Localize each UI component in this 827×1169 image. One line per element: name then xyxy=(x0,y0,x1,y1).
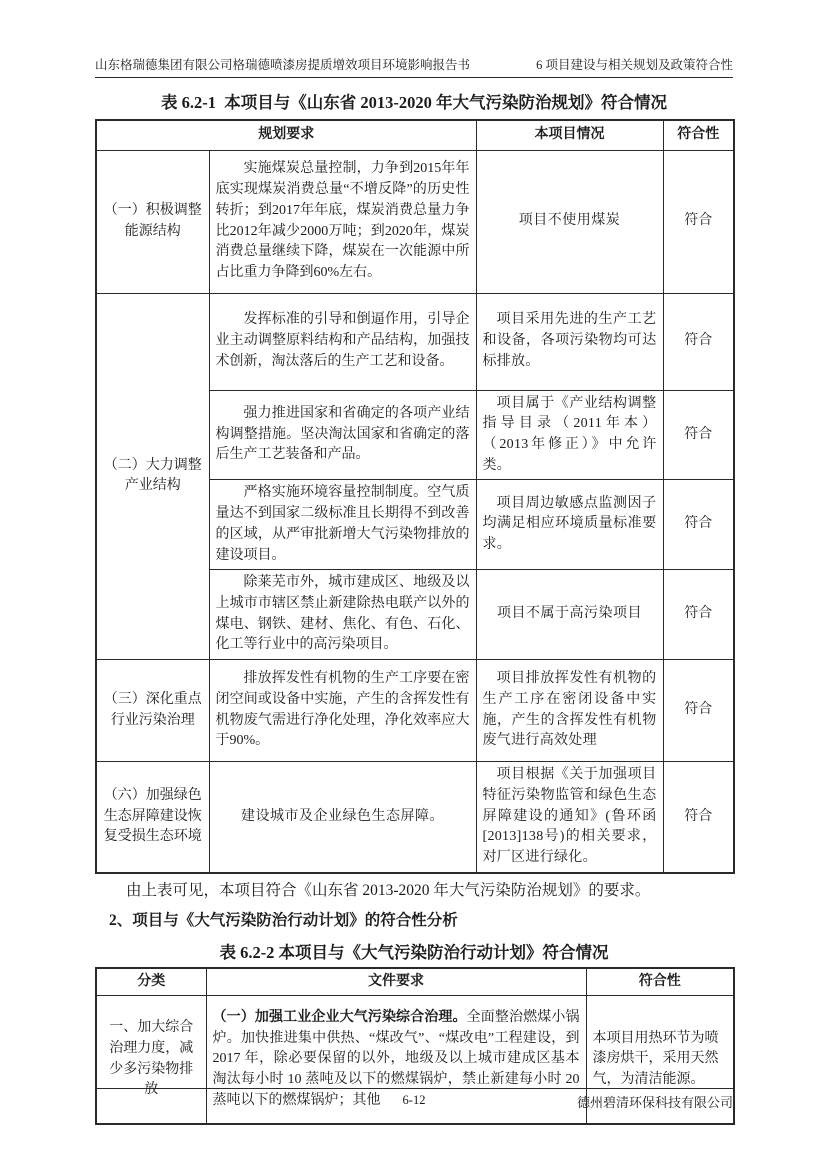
footer-company: 德州碧清环保科技有限公司 xyxy=(576,1095,733,1110)
header-chapter-title: 6 项目建设与相关规划及政策符合性 xyxy=(536,58,733,72)
project-cell xyxy=(476,293,663,390)
section-2-heading: 2、项目与《大气污染防治行动计划》的符合性分析 xyxy=(109,911,458,929)
project-text: 项目根据《关于加强项目特征污染物监管和绿色生态屏障建设的通知》(鲁环函[2013]138号)的相关要求，对厂区进行绿化。 xyxy=(482,767,657,865)
conformity-cell: 符合 xyxy=(663,762,734,873)
column-header-project: 本项目情况 xyxy=(476,120,663,150)
table-row xyxy=(96,660,734,762)
requirement-text: 强力推进国家和省确定的各项产业结构调整措施。坚决淘汰国家和省确定的落后生产工艺装备和产品。 xyxy=(215,405,470,463)
table-row xyxy=(96,968,734,996)
conformity-cell: 符合 xyxy=(663,390,734,480)
column-header-conformity: 符合性 xyxy=(586,968,734,996)
requirement-cell xyxy=(209,660,476,762)
project-cell xyxy=(476,150,663,293)
requirement-bold-lead: （一）加强工业企业大气污染综合治理。 xyxy=(212,1009,467,1025)
conformity-cell: 本项目用热环节为喷漆房烘干，采用天然气，为清洁能源。 xyxy=(586,996,734,1124)
table-row xyxy=(96,762,734,873)
column-header-conformity: 符合性 xyxy=(663,120,734,150)
column-header-requirement: 规划要求 xyxy=(96,120,476,150)
table-6-2-1 xyxy=(95,119,735,874)
requirement-cell xyxy=(209,390,476,480)
category-cell: （一）积极调整能源结构 xyxy=(96,150,209,293)
project-cell xyxy=(476,660,663,762)
requirement-text: 排放挥发性有机物的生产工序要在密闭空间或设备中实施，产生的含挥发性有机物废气需进行净化处理，净化效率应大于90%。 xyxy=(215,671,470,749)
column-header-requirement: 文件要求 xyxy=(206,968,586,996)
requirement-body: 全面整治燃煤小锅炉。加快推进集中供热、“煤改气”、“煤改电”工程建设，到 2017 年，除必要保留的以外，地级及以上城市建成区基本淘汰每小时 10 蒸吨及以下的燃煤锅炉，禁止新建每小时 20 蒸吨以下的燃煤锅炉；其他 xyxy=(212,1009,580,1108)
requirement-cell xyxy=(209,293,476,390)
table-row xyxy=(96,120,734,150)
project-text: 项目采用先进的生产工艺和设备，各项污染物均可达标排放。 xyxy=(482,312,657,369)
conformity-cell: 符合 xyxy=(663,150,734,293)
table-6-2-1-title: 表 6.2-1 本项目与《山东省 2013-2020 年大气污染防治规划》符合情况 xyxy=(161,93,667,112)
project-text: 项目排放挥发性有机物的生产工序在密闭设备中实施，产生的含挥发性有机物废气进行高效处理 xyxy=(482,671,657,749)
requirement-cell xyxy=(209,762,476,873)
conformity-cell: 符合 xyxy=(663,660,734,762)
summary-paragraph: 由上表可见，本项目符合《山东省 2013-2020 年大气污染防治规划》的要求。 xyxy=(126,881,651,899)
requirement-text: 建设城市及企业绿色生态屏障。 xyxy=(241,808,444,824)
conformity-cell: 符合 xyxy=(663,293,734,390)
table-row xyxy=(96,150,734,293)
project-text: 项目周边敏感点监测因子均满足相应环境质量标准要求。 xyxy=(482,495,657,553)
page-footer xyxy=(95,1088,733,1113)
conformity-cell: 符合 xyxy=(663,570,734,660)
project-cell xyxy=(476,762,663,873)
requirement-cell xyxy=(209,480,476,570)
requirement-cell xyxy=(209,570,476,660)
table-6-2-2-title: 表 6.2-2 本项目与《大气污染防治行动计划》符合情况 xyxy=(219,942,609,962)
requirement-text: 严格实施环境容量控制制度。空气质量达不到国家二级标准且长期得不到改善的区域，从严审批新增大气污染物排放的建设项目。 xyxy=(215,485,470,563)
column-header-category: 分类 xyxy=(96,968,206,996)
requirement-cell xyxy=(209,150,476,293)
table-row xyxy=(96,293,734,390)
category-cell: 一、加大综合治理力度，减少多污染物排放 xyxy=(96,996,206,1124)
page-number: 6-12 xyxy=(402,1093,426,1107)
project-text: 项目不使用煤炭 xyxy=(518,213,621,229)
requirement-text: 发挥标准的引导和倒逼作用，引导企业主动调整原料结构和产品结构，加强技术创新，淘汰落后的生产工艺和设备。 xyxy=(215,312,470,369)
project-cell xyxy=(476,570,663,660)
header-report-title: 山东格瑞德集团有限公司格瑞德喷漆房提质增效项目环境影响报告书 xyxy=(95,58,471,72)
category-cell: （二）大力调整产业结构 xyxy=(96,293,209,660)
running-header xyxy=(95,0,733,78)
category-cell: （三）深化重点行业污染治理 xyxy=(96,660,209,762)
project-cell xyxy=(476,390,663,480)
requirement-text: 除莱芜市外，城市建成区、地级及以上城市市辖区禁止新建除热电联产以外的煤电、钢铁、建材、焦化、有色、石化、化工等行业中的高污染项目。 xyxy=(215,575,470,653)
requirement-text: 实施煤炭总量控制，力争到2015年年底实现煤炭消费总量“不增反降”的历史性转折；到2017年年底，煤炭消费总量力争比2012年减少2000万吨；到2020年，煤炭消费总量继续下降，煤炭在一次能源中所占比重力争降到60%左右。 xyxy=(215,161,470,280)
project-text: 项目属于《产业结构调整指导目录（2011年本）（2013年修正）》中允许类。 xyxy=(482,395,657,473)
conformity-cell: 符合 xyxy=(663,480,734,570)
project-text: 项目不属于高污染项目 xyxy=(497,606,642,622)
project-cell xyxy=(476,480,663,570)
category-cell: （六）加强绿色生态屏障建设恢复受损生态环境 xyxy=(96,762,209,873)
